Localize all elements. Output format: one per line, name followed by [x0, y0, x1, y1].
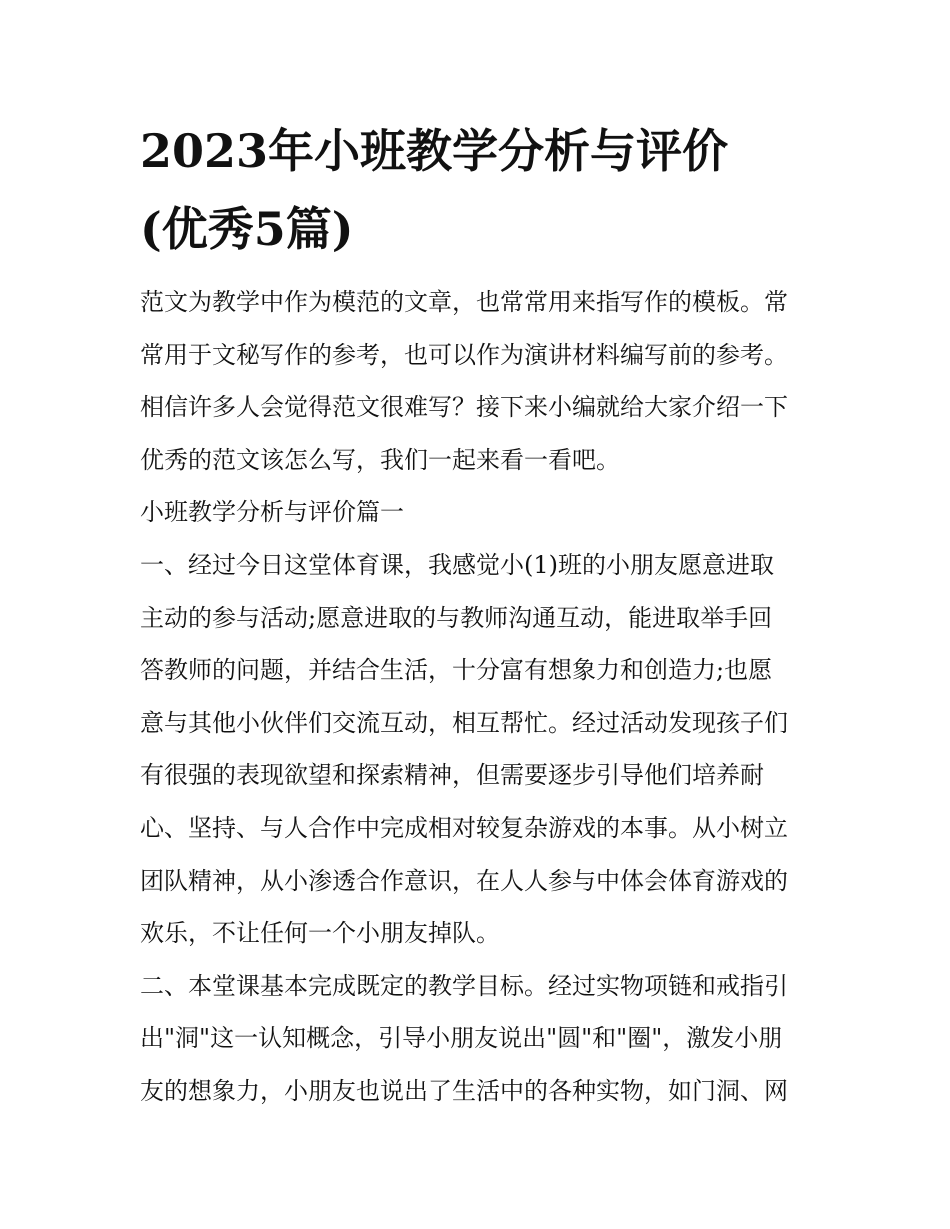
paragraph-one [140, 539, 812, 960]
text-line: 主动的参与活动;愿意进取的与教师沟通互动，能进取举手回 [140, 603, 773, 632]
section-heading [140, 486, 812, 539]
text-line: 有很强的表现欲望和探索精神，但需要逐步引导他们培养耐 [140, 761, 764, 790]
document-page [140, 112, 812, 1118]
text-line: 意与其他小伙伴们交流互动，相互帮忙。经过活动发现孩子们 [140, 708, 788, 737]
text-line: 心、坚持、与人合作中完成相对较复杂游戏的本事。从小树立 [140, 813, 788, 842]
text-line: 常用于文秘写作的参考，也可以作为演讲材料编写前的参考。 [140, 340, 788, 369]
text-line: 一、经过今日这堂体育课，我感觉小(1)班的小朋友愿意进取 [140, 550, 774, 579]
text-line: 友的想象力，小朋友也说出了生活中的各种实物，如门洞、网 [140, 1076, 788, 1105]
text-line: 答教师的问题，并结合生活，十分富有想象力和创造力;也愿 [140, 656, 773, 685]
section-heading-text: 小班教学分析与评价篇一 [140, 498, 404, 527]
document-body [140, 276, 812, 1118]
intro-paragraph [140, 276, 812, 486]
text-line: 出"洞"这一认知概念，引导小朋友说出"圆"和"圈"，激发小朋 [140, 1024, 783, 1053]
text-line: 欢乐，不让任何一个小朋友掉队。 [140, 919, 500, 948]
paragraph-two [140, 960, 812, 1118]
text-line: 二、本堂课基本完成既定的教学目标。经过实物项链和戒指引 [140, 971, 788, 1000]
document-title [140, 112, 812, 268]
text-line: 相信许多人会觉得范文很难写？接下来小编就给大家介绍一下 [140, 393, 788, 422]
text-line: 范文为教学中作为模范的文章，也常常用来指写作的模板。常 [140, 288, 788, 316]
text-line: 优秀的范文该怎么写，我们一起来看一看吧。 [140, 445, 620, 474]
title-line: 2023年小班教学分析与评价 [140, 124, 729, 178]
title-line: (优秀5篇) [140, 202, 354, 256]
text-line: 团队精神，从小渗透合作意识，在人人参与中体会体育游戏的 [140, 866, 788, 895]
